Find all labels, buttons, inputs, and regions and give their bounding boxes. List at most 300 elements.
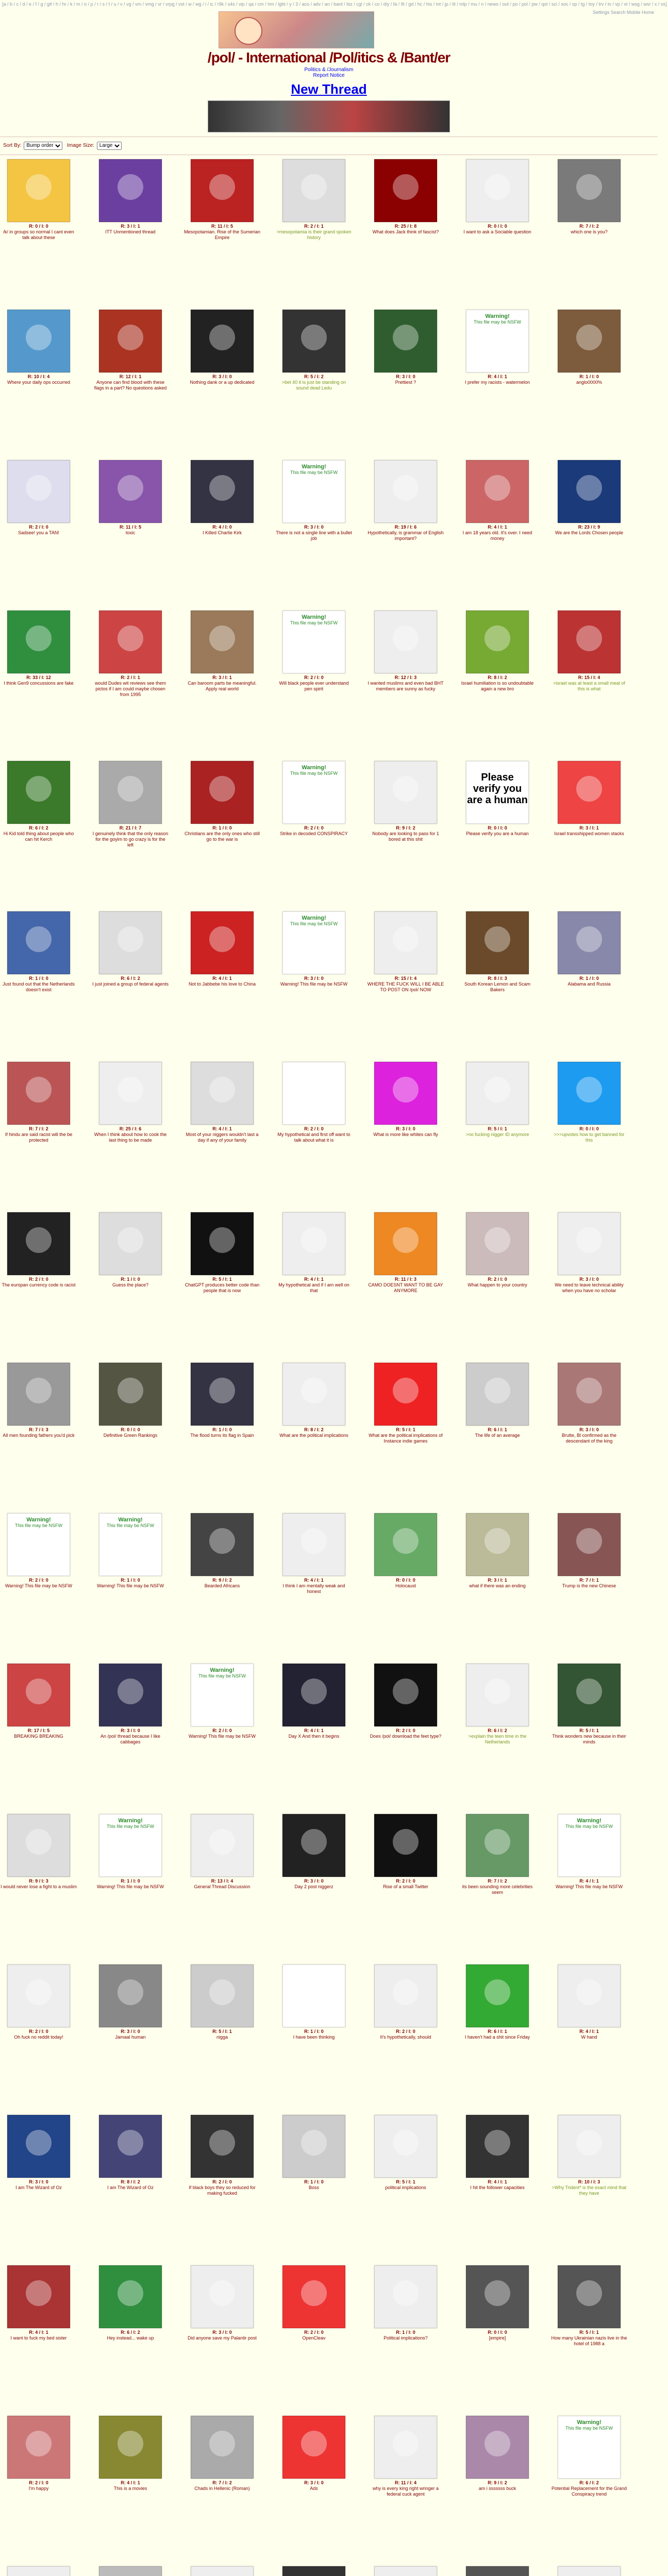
thread-thumbnail[interactable]	[466, 761, 529, 824]
catalog-thread[interactable]	[550, 1513, 628, 1589]
thread-thumbnail[interactable]	[282, 1363, 345, 1426]
catalog-thread[interactable]	[459, 761, 536, 837]
thread-thumbnail[interactable]	[99, 1363, 162, 1426]
thread-thumbnail[interactable]	[99, 1964, 162, 2027]
thread-thumbnail[interactable]	[191, 460, 254, 523]
catalog-thread[interactable]	[275, 2265, 353, 2341]
thread-thumbnail[interactable]	[99, 1212, 162, 1275]
reply-image-count: R: 2 / I: 1	[121, 675, 140, 680]
thread-teaser: W hand	[581, 2035, 597, 2040]
thread-thumbnail[interactable]	[7, 1212, 70, 1275]
thread-thumbnail[interactable]	[99, 159, 162, 222]
thread-teaser: what if there was an ending	[469, 1583, 526, 1588]
thread-thumbnail[interactable]	[558, 1212, 621, 1275]
thread-thumbnail[interactable]	[7, 2566, 70, 2576]
thread-thumbnail[interactable]	[191, 1062, 254, 1125]
thread-thumbnail[interactable]	[558, 310, 621, 372]
thread-thumbnail[interactable]	[558, 2416, 621, 2479]
catalog-thread[interactable]	[275, 761, 353, 837]
catalog-thread[interactable]	[183, 2265, 261, 2341]
catalog-thread[interactable]	[275, 159, 353, 241]
nsfw-warning	[283, 461, 345, 522]
thread-thumbnail[interactable]	[374, 310, 437, 372]
thread-thumbnail[interactable]	[466, 611, 529, 673]
thread-thumbnail[interactable]	[191, 761, 254, 824]
thread-thumbnail[interactable]	[466, 1212, 529, 1275]
thread-thumbnail[interactable]	[282, 2115, 345, 2178]
catalog-thread[interactable]	[183, 2566, 261, 2576]
thread-thumbnail[interactable]	[374, 1814, 437, 1877]
catalog-thread[interactable]	[183, 1062, 261, 1143]
thread-stats	[0, 976, 77, 981]
catalog-thread[interactable]	[550, 1363, 628, 1444]
catalog-thread[interactable]	[183, 1814, 261, 1890]
thread-teaser: Warning! This file may be NSFW	[96, 1884, 164, 1889]
catalog-thread[interactable]	[550, 2566, 628, 2576]
thread-thumbnail[interactable]	[374, 2416, 437, 2479]
thread-thumbnail[interactable]	[191, 1212, 254, 1275]
catalog-thread[interactable]	[92, 1814, 169, 1890]
catalog-thread[interactable]	[92, 2566, 169, 2576]
thread-thumbnail[interactable]	[558, 1664, 621, 1726]
new-thread-link[interactable]: New Thread	[291, 81, 367, 97]
thread-thumbnail[interactable]	[7, 2115, 70, 2178]
catalog-thread[interactable]	[275, 1964, 353, 2040]
catalog-thread[interactable]	[0, 911, 77, 993]
thread-teaser: I have been thinking	[293, 2035, 335, 2040]
thread-thumbnail[interactable]	[466, 2115, 529, 2178]
catalog-thread[interactable]	[275, 911, 353, 987]
thread-thumbnail[interactable]	[282, 2566, 345, 2576]
catalog-thread[interactable]	[92, 761, 169, 848]
catalog-thread[interactable]	[275, 1062, 353, 1143]
catalog-thread[interactable]	[367, 1814, 444, 1890]
catalog-thread[interactable]	[550, 159, 628, 235]
catalog-thread[interactable]	[459, 2265, 536, 2341]
catalog-thread[interactable]	[0, 1814, 77, 1890]
catalog-thread[interactable]	[0, 2115, 77, 2191]
thread-thumbnail[interactable]	[7, 2265, 70, 2328]
catalog-thread[interactable]	[92, 1664, 169, 1745]
thread-teaser: Day 2 post niggerz	[294, 1884, 333, 1889]
thread-thumbnail[interactable]	[191, 159, 254, 222]
thread-thumbnail[interactable]	[99, 1814, 162, 1877]
catalog-thread[interactable]	[0, 460, 77, 536]
catalog-thread[interactable]	[367, 1363, 444, 1444]
reply-image-count: R: 1 / I: 0	[29, 976, 48, 981]
thread-stats	[183, 224, 261, 229]
board-banner-image[interactable]	[219, 11, 374, 48]
catalog-thread[interactable]	[459, 310, 536, 385]
catalog-thread[interactable]	[550, 310, 628, 385]
thread-thumbnail[interactable]	[7, 911, 70, 974]
thread-thumbnail[interactable]	[374, 1363, 437, 1426]
thread-thumbnail[interactable]	[558, 611, 621, 673]
catalog-thread[interactable]	[92, 2115, 169, 2191]
catalog-thread[interactable]	[0, 2265, 77, 2341]
thread-thumbnail[interactable]	[558, 2265, 621, 2328]
catalog-thread[interactable]	[183, 1964, 261, 2040]
nsfw-warning	[191, 1664, 253, 1726]
thread-thumbnail[interactable]	[7, 1964, 70, 2027]
thread-thumbnail[interactable]	[191, 2416, 254, 2479]
thread-thumbnail[interactable]	[282, 1212, 345, 1275]
thread-stats	[275, 524, 353, 530]
thread-thumbnail[interactable]	[374, 1212, 437, 1275]
catalog-thread[interactable]	[183, 611, 261, 692]
thread-thumbnail[interactable]	[466, 310, 529, 372]
thread-stats	[550, 1728, 628, 1733]
thread-thumbnail[interactable]	[558, 1964, 621, 2027]
catalog-thread[interactable]	[550, 911, 628, 987]
thread-thumbnail[interactable]	[282, 1814, 345, 1877]
thread-thumbnail[interactable]	[99, 310, 162, 372]
thread-thumbnail[interactable]	[282, 1964, 345, 2027]
thread-thumbnail[interactable]	[99, 2566, 162, 2576]
thread-thumbnail[interactable]	[7, 611, 70, 673]
thread-stats	[550, 825, 628, 831]
catalog-thread[interactable]	[550, 761, 628, 837]
thread-stats	[367, 2179, 444, 2184]
thread-thumbnail[interactable]	[374, 1062, 437, 1125]
thread-thumbnail[interactable]	[99, 1664, 162, 1726]
reply-image-count: R: 2 / I: 0	[212, 1728, 232, 1733]
thread-thumbnail[interactable]	[374, 1513, 437, 1576]
catalog-thread[interactable]	[367, 611, 444, 692]
reply-image-count: R: 3 / I: 0	[212, 374, 232, 379]
catalog-thread[interactable]	[183, 2416, 261, 2492]
catalog-thread[interactable]	[0, 1964, 77, 2040]
catalog-thread[interactable]	[183, 911, 261, 987]
thread-thumbnail[interactable]	[558, 460, 621, 523]
thread-teaser: Please verify you are a human	[466, 831, 529, 836]
thread-thumbnail[interactable]	[466, 2566, 529, 2576]
thread-thumbnail[interactable]	[374, 2115, 437, 2178]
thread-thumbnail[interactable]	[191, 310, 254, 372]
thread-thumbnail[interactable]	[191, 1513, 254, 1576]
catalog-thread[interactable]	[0, 1664, 77, 1739]
thread-teaser: If hindu are said racist will the be protected	[5, 1132, 73, 1143]
catalog-thread[interactable]	[459, 1964, 536, 2040]
thread-thumbnail[interactable]	[99, 761, 162, 824]
catalog-thread[interactable]	[367, 1513, 444, 1589]
catalog-thread[interactable]	[92, 611, 169, 698]
catalog-thread[interactable]	[92, 1513, 169, 1589]
thread-thumbnail[interactable]	[558, 911, 621, 974]
thread-thumbnail[interactable]	[374, 1964, 437, 2027]
catalog-thread[interactable]	[275, 1664, 353, 1739]
reply-image-count: R: 5 / I: 1	[396, 1427, 415, 1432]
catalog-thread[interactable]	[550, 1814, 628, 1890]
thread-thumbnail[interactable]	[99, 1513, 162, 1576]
catalog-thread[interactable]	[367, 1062, 444, 1138]
catalog-thread[interactable]	[92, 310, 169, 391]
thumbnail-figure	[301, 2431, 327, 2456]
catalog-thread[interactable]	[459, 2115, 536, 2191]
thread-thumbnail[interactable]	[191, 2566, 254, 2576]
catalog-thread[interactable]	[0, 2416, 77, 2492]
thread-thumbnail[interactable]	[558, 1814, 621, 1877]
thread-thumbnail[interactable]	[374, 761, 437, 824]
catalog-thread[interactable]	[367, 460, 444, 541]
catalog-thread[interactable]	[183, 1664, 261, 1739]
catalog-thread[interactable]	[550, 611, 628, 692]
thumbnail-figure	[576, 1979, 602, 2005]
catalog-thread[interactable]	[459, 1363, 536, 1438]
thread-thumbnail[interactable]	[558, 1513, 621, 1576]
catalog-thread[interactable]	[367, 761, 444, 842]
thread-thumbnail[interactable]	[466, 1664, 529, 1726]
thread-teaser: How many Ukrainian nazis live in the hotel of 1988 a	[551, 2335, 627, 2346]
reply-image-count: R: 3 / I: 1	[488, 1578, 507, 1583]
catalog-thread[interactable]	[459, 159, 536, 235]
thread-stats	[0, 1427, 77, 1432]
thread-thumbnail[interactable]	[99, 2265, 162, 2328]
reply-image-count: R: 12 / I: 3	[394, 675, 417, 680]
catalog-thread[interactable]	[459, 611, 536, 692]
catalog-thread[interactable]	[275, 2566, 353, 2576]
thread-thumbnail[interactable]	[282, 761, 345, 824]
thread-thumbnail[interactable]	[466, 1513, 529, 1576]
thread-thumbnail[interactable]	[282, 1062, 345, 1125]
thread-thumbnail[interactable]	[7, 159, 70, 222]
thread-thumbnail[interactable]	[374, 2566, 437, 2576]
thread-thumbnail[interactable]	[191, 1363, 254, 1426]
catalog-thread[interactable]	[459, 1212, 536, 1288]
catalog-thread[interactable]	[275, 1212, 353, 1294]
thread-thumbnail[interactable]	[282, 2265, 345, 2328]
catalog-thread[interactable]	[0, 159, 77, 241]
thread-thumbnail[interactable]	[466, 1062, 529, 1125]
advertisement-banner[interactable]	[208, 100, 450, 132]
catalog-thread[interactable]	[275, 2115, 353, 2191]
thread-teaser: Chads in Hellenic (Roman)	[194, 2486, 250, 2491]
catalog-thread[interactable]	[459, 911, 536, 993]
thread-stats	[367, 224, 444, 229]
catalog-thread[interactable]	[92, 2265, 169, 2341]
thread-teaser: Oh fuck no reddit today!	[14, 2035, 63, 2040]
catalog-thread[interactable]	[367, 159, 444, 235]
thread-teaser: am i sssssss buck	[478, 2486, 516, 2491]
thread-thumbnail[interactable]	[99, 2416, 162, 2479]
catalog-thread[interactable]	[183, 1212, 261, 1294]
thumbnail-figure	[26, 325, 52, 350]
thread-thumbnail[interactable]	[191, 1964, 254, 2027]
thumbnail-figure	[485, 174, 510, 200]
thread-thumbnail[interactable]	[191, 911, 254, 974]
thread-thumbnail[interactable]	[282, 1513, 345, 1576]
catalog-thread[interactable]	[367, 1212, 444, 1294]
catalog-thread[interactable]	[367, 1964, 444, 2040]
thread-thumbnail[interactable]	[7, 1513, 70, 1576]
thread-stats	[183, 1126, 261, 1131]
catalog-thread[interactable]	[550, 2115, 628, 2196]
catalog-thread[interactable]	[183, 761, 261, 842]
catalog-thread[interactable]	[275, 310, 353, 391]
thread-thumbnail[interactable]	[99, 460, 162, 523]
catalog-thread[interactable]	[92, 1363, 169, 1438]
thread-thumbnail[interactable]	[99, 611, 162, 673]
catalog-thread[interactable]	[0, 611, 77, 686]
thread-thumbnail[interactable]	[191, 2265, 254, 2328]
catalog-thread[interactable]	[0, 1363, 77, 1438]
catalog-thread[interactable]	[0, 310, 77, 385]
thread-stats	[0, 1277, 77, 1282]
catalog-thread[interactable]	[550, 1964, 628, 2040]
thread-thumbnail[interactable]	[558, 2566, 621, 2576]
thread-thumbnail[interactable]	[282, 1664, 345, 1726]
thread-thumbnail[interactable]	[282, 159, 345, 222]
thread-thumbnail[interactable]	[466, 1363, 529, 1426]
thread-thumbnail[interactable]	[374, 2265, 437, 2328]
report-notice-link[interactable]: Report Notice	[313, 73, 345, 78]
thread-thumbnail[interactable]	[282, 911, 345, 974]
catalog-thread[interactable]	[275, 1814, 353, 1890]
catalog-thread[interactable]	[459, 1814, 536, 1895]
thread-stats	[367, 2330, 444, 2335]
thread-stats	[92, 2029, 169, 2034]
catalog-thread[interactable]	[0, 761, 77, 842]
catalog-thread[interactable]	[367, 1664, 444, 1739]
thread-thumbnail[interactable]	[558, 159, 621, 222]
thread-thumbnail[interactable]	[191, 1664, 254, 1726]
catalog-thread[interactable]	[92, 911, 169, 987]
catalog-thread[interactable]	[367, 911, 444, 993]
reply-image-count: R: 0 / I: 0	[29, 224, 48, 229]
thread-thumbnail[interactable]	[7, 2416, 70, 2479]
catalog-thread[interactable]	[92, 1964, 169, 2040]
thread-stats	[550, 2480, 628, 2485]
catalog-thread[interactable]	[92, 1212, 169, 1288]
thread-thumbnail[interactable]	[7, 1363, 70, 1426]
catalog-thread[interactable]	[459, 1513, 536, 1589]
catalog-thread[interactable]	[550, 2416, 628, 2497]
catalog-thread[interactable]	[183, 2115, 261, 2196]
politics-link[interactable]: Politics & /Journalism	[304, 67, 354, 73]
topnav-right[interactable]: Settings Search Mobile Home	[592, 10, 654, 15]
thread-thumbnail[interactable]	[282, 611, 345, 673]
thread-thumbnail[interactable]	[374, 460, 437, 523]
thread-thumbnail[interactable]	[374, 611, 437, 673]
thread-thumbnail[interactable]	[282, 2416, 345, 2479]
thread-thumbnail[interactable]	[282, 460, 345, 523]
thread-thumbnail[interactable]	[558, 1062, 621, 1125]
thread-thumbnail[interactable]	[99, 1062, 162, 1125]
thread-thumbnail[interactable]	[99, 2115, 162, 2178]
catalog-thread[interactable]	[459, 460, 536, 541]
catalog-thread[interactable]	[92, 460, 169, 536]
image-size-select[interactable]	[97, 142, 122, 150]
thread-thumbnail[interactable]	[191, 1814, 254, 1877]
catalog-thread[interactable]	[183, 460, 261, 536]
catalog-thread[interactable]	[459, 2416, 536, 2492]
catalog-thread[interactable]	[0, 1513, 77, 1589]
catalog-thread[interactable]	[275, 1363, 353, 1438]
thread-thumbnail[interactable]	[374, 159, 437, 222]
catalog-thread[interactable]	[367, 2416, 444, 2497]
catalog-thread[interactable]	[367, 2566, 444, 2576]
thread-stats	[550, 2179, 628, 2184]
thumbnail-figure	[301, 2280, 327, 2306]
thread-thumbnail[interactable]	[558, 761, 621, 824]
catalog-thread[interactable]	[183, 310, 261, 385]
catalog-thread[interactable]	[550, 1062, 628, 1143]
thumbnail-figure	[485, 475, 510, 501]
catalog-thread[interactable]	[550, 1664, 628, 1745]
thread-thumbnail[interactable]	[191, 611, 254, 673]
catalog-thread[interactable]	[459, 2566, 536, 2576]
thread-thumbnail[interactable]	[7, 761, 70, 824]
thread-thumbnail[interactable]	[374, 911, 437, 974]
thread-thumbnail[interactable]	[99, 911, 162, 974]
thread-thumbnail[interactable]	[7, 1062, 70, 1125]
catalog-thread[interactable]	[275, 2416, 353, 2492]
thread-thumbnail[interactable]	[7, 310, 70, 372]
reply-image-count: R: 7 / I: 1	[579, 1578, 599, 1583]
reply-image-count: R: 4 / I: 1	[212, 976, 232, 981]
thread-stats	[367, 1578, 444, 1583]
thread-thumbnail[interactable]	[282, 310, 345, 372]
thread-thumbnail[interactable]	[558, 1363, 621, 1426]
catalog-thread[interactable]	[0, 2566, 77, 2576]
thread-thumbnail[interactable]	[191, 2115, 254, 2178]
thread-thumbnail[interactable]	[466, 911, 529, 974]
thumbnail-figure	[209, 926, 235, 952]
catalog-thread[interactable]	[183, 159, 261, 241]
thread-thumbnail[interactable]	[7, 1814, 70, 1877]
thread-thumbnail[interactable]	[7, 1664, 70, 1726]
reply-image-count: R: 3 / I: 0	[304, 2480, 324, 2485]
thread-teaser: Where your daily ops occurred	[7, 380, 71, 385]
thread-thumbnail[interactable]	[466, 159, 529, 222]
catalog-thread[interactable]	[550, 1212, 628, 1294]
board-list[interactable]: [a / b / c / d / e / f / g / gif / h / hr / k / m / o / p / r / s / t / u / v / vg / vm / vmg / vr / vrpg / vst / w / wg / i / ic / r9k / s4s / vip / qa / cm / hm / lgbt / y / 3 / aco / adv / an / bant / biz / cgl / ck / co / diy / fa / fit / gd / hc / his / int / jp / lit / mlp / mu / n / news / out / po / pol / pw / qst / sci / soc / sp / tg / toy / trv / tv / vp / vt / wsg / wsr / x / xs]	[2, 2, 667, 7]
catalog-thread[interactable]	[0, 1062, 77, 1143]
thumbnail-figure	[576, 1679, 602, 1704]
nsfw-warning-text: This file may be NSFW	[473, 319, 522, 325]
catalog-thread[interactable]	[92, 2416, 169, 2492]
catalog-thread[interactable]	[275, 611, 353, 692]
catalog-thread[interactable]	[459, 1062, 536, 1138]
thread-thumbnail[interactable]	[466, 460, 529, 523]
sort-select[interactable]	[24, 142, 62, 150]
catalog-thread[interactable]	[367, 2115, 444, 2191]
catalog-thread[interactable]	[275, 460, 353, 541]
thumbnail-figure	[118, 625, 143, 651]
thread-thumbnail[interactable]	[466, 2416, 529, 2479]
reply-image-count: R: 25 / I: 8	[394, 224, 417, 229]
thread-thumbnail[interactable]	[466, 1964, 529, 2027]
catalog-thread[interactable]	[367, 310, 444, 385]
thread-thumbnail[interactable]	[558, 2115, 621, 2178]
catalog-thread[interactable]	[459, 1664, 536, 1745]
catalog-thread[interactable]	[550, 460, 628, 536]
catalog-thread[interactable]	[183, 1513, 261, 1589]
thread-stats	[459, 374, 536, 379]
catalog-thread[interactable]	[183, 1363, 261, 1438]
catalog-thread[interactable]	[275, 1513, 353, 1595]
catalog-thread[interactable]	[367, 2265, 444, 2341]
thread-thumbnail[interactable]	[466, 1814, 529, 1877]
catalog-thread[interactable]	[550, 2265, 628, 2347]
catalog-thread[interactable]	[92, 159, 169, 235]
thumbnail-figure	[209, 325, 235, 350]
thread-thumbnail[interactable]	[466, 2265, 529, 2328]
catalog-thread[interactable]	[92, 1062, 169, 1143]
thread-thumbnail[interactable]	[374, 1664, 437, 1726]
catalog-thread[interactable]	[0, 1212, 77, 1288]
thread-thumbnail[interactable]	[7, 460, 70, 523]
